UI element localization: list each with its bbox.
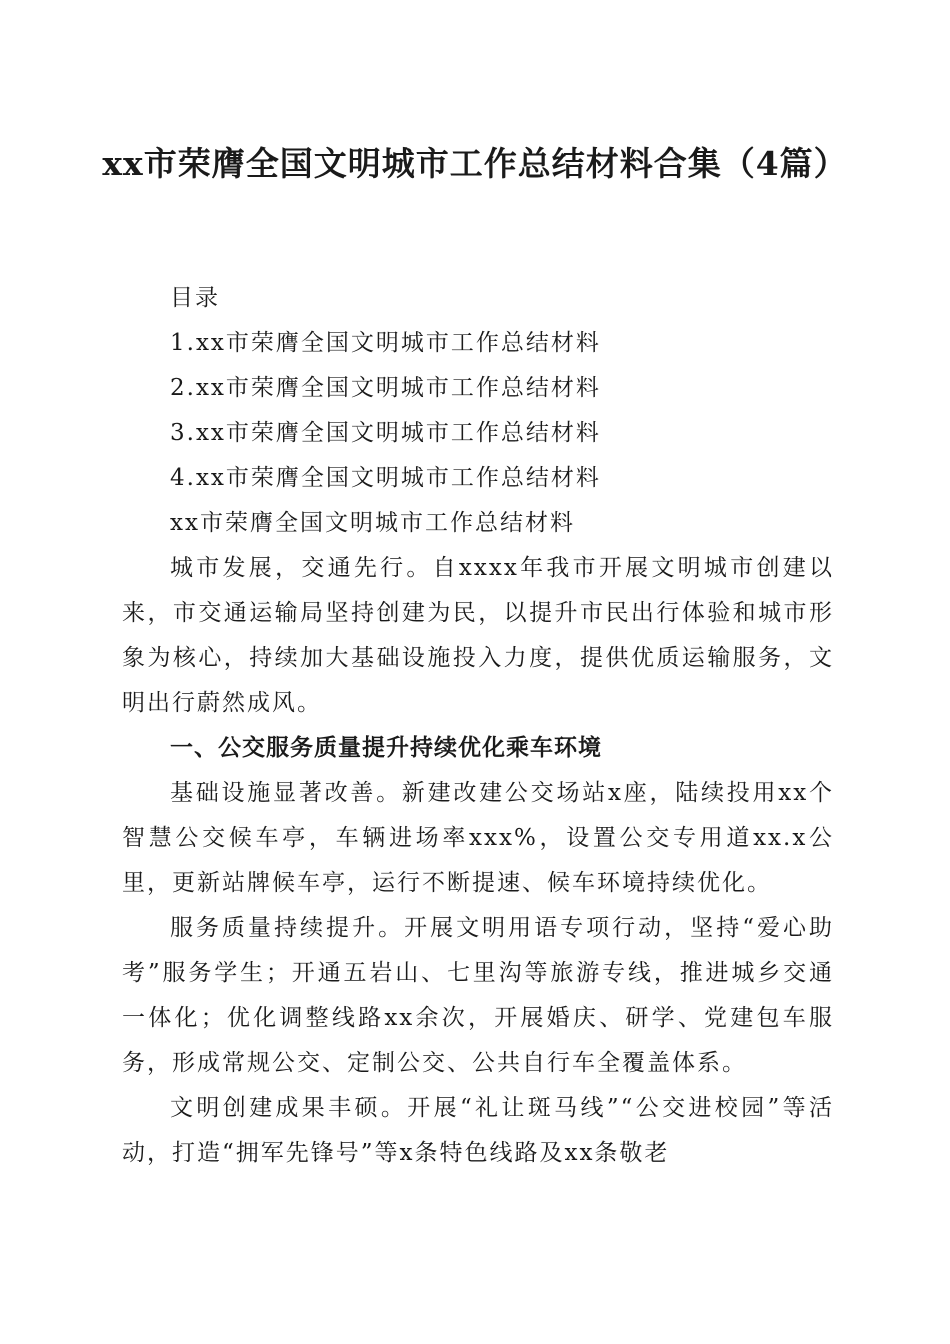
intro-paragraph: 城市发展，交通先行。自xxxx年我市开展文明城市创建以来，市交通运输局坚持创建为民，以提升市民出行体验和城市形象为核心，持续加大基础设施投入力度，提供优质运输服务，文明出行蔚然成风。 xyxy=(122,555,834,716)
toc-item-2: 2.xx市荣膺全国文明城市工作总结材料 xyxy=(170,375,601,401)
article-title: xx市荣膺全国文明城市工作总结材料 xyxy=(170,510,575,536)
toc-item-1: 1.xx市荣膺全国文明城市工作总结材料 xyxy=(170,330,601,356)
body-paragraph-1: 基础设施显著改善。新建改建公交场站x座，陆续投用xx个智慧公交候车亭，车辆进场率xxx%，设置公交专用道xx.x公里，更新站牌候车亭，运行不断提速、候车环境持续优化。 xyxy=(122,780,834,896)
section-heading: 一、公交服务质量提升持续优化乘车环境 xyxy=(170,735,602,761)
document-body xyxy=(122,276,834,1176)
document-title: xx市荣膺全国文明城市工作总结材料合集（4篇） xyxy=(102,144,848,183)
body-paragraph-3: 文明创建成果丰硕。开展“礼让斑马线”“公交进校园”等活动，打造“拥军先锋号”等x条特色线路及xx条敬老 xyxy=(122,1095,834,1166)
toc-label: 目录 xyxy=(170,285,220,311)
body-paragraph-2: 服务质量持续提升。开展文明用语专项行动，坚持“爱心助考”服务学生；开通五岩山、七里沟等旅游专线，推进城乡交通一体化；优化调整线路xx余次，开展婚庆、研学、党建包车服务，形成常规公交、定制公交、公共自行车全覆盖体系。 xyxy=(122,915,834,1076)
toc-item-3: 3.xx市荣膺全国文明城市工作总结材料 xyxy=(170,420,601,446)
toc-item-4: 4.xx市荣膺全国文明城市工作总结材料 xyxy=(170,465,601,491)
